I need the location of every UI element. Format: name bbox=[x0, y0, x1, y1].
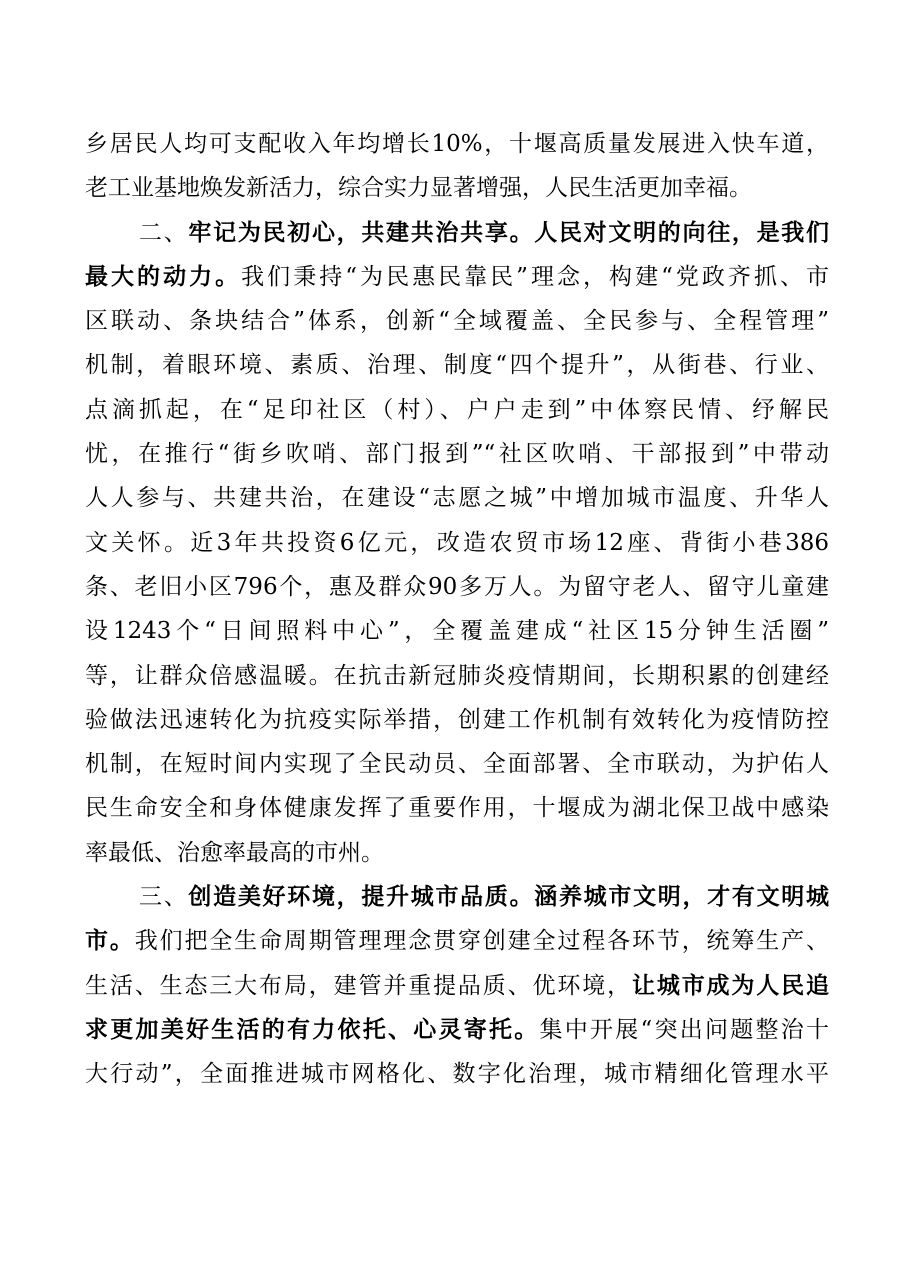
text-line: 生活、生态三大布局，建管并重提品质、优环境，让城市成为人民追 bbox=[85, 971, 829, 999]
section-heading-bold: 牢记为民初心，共建共治共享。人民对文明的向往，是我们 bbox=[188, 218, 829, 246]
text-line: 乡居民人均可支配收入年均增长10%，十堰高质量发展进入快车道， bbox=[85, 131, 829, 157]
text-line: 民生命安全和身体健康发挥了重要作用，十堰成为湖北保卫战中感染 bbox=[85, 795, 829, 822]
bold-phrase: 最大的动力。 bbox=[85, 262, 242, 290]
text-line: 机制，着眼环境、素质、治理、制度“四个提升”，从街巷、行业、 bbox=[85, 352, 829, 379]
text-line: 点滴抓起，在“足印社区（村）、户户走到”中体察民情、纾解民 bbox=[85, 396, 829, 423]
text-line: 市。我们把全生命周期管理理念贯穿创建全过程各环节，统筹生产、 bbox=[85, 927, 829, 955]
section-heading-line: 三、创造美好环境，提升城市品质。涵养城市文明，才有文明城 bbox=[139, 883, 829, 911]
bold-phrase: 让城市成为人民追 bbox=[631, 971, 829, 999]
text-line: 老工业基地焕发新活力，综合实力显著增强，人民生活更加幸福。 bbox=[85, 175, 752, 202]
text-line: 率最低、治愈率最高的市州。 bbox=[85, 839, 384, 866]
text-line: 最大的动力。我们秉持“为民惠民靠民”理念，构建“党政齐抓、市 bbox=[85, 262, 829, 290]
text-line: 文关怀。近3年共投资6亿元，改造农贸市场12座、背街小巷386 bbox=[85, 529, 829, 556]
bold-phrase: 求更加美好生活的有力依托、心灵寄托。 bbox=[85, 1015, 540, 1043]
text-line: 验做法迅速转化为抗疫实际举措，创建工作机制有效转化为疫情防控 bbox=[85, 706, 829, 733]
bold-phrase: 市。 bbox=[85, 927, 135, 955]
section-heading-line: 二、牢记为民初心，共建共治共享。人民对文明的向往，是我们 bbox=[139, 218, 829, 246]
text-line: 大行动”，全面推进城市网格化、数字化治理，城市精细化管理水平 bbox=[85, 1061, 829, 1088]
text-line: 等，让群众倍感温暖。在抗击新冠肺炎疫情期间，长期积累的创建经 bbox=[85, 662, 829, 689]
document-body bbox=[85, 122, 829, 1097]
text-line: 忧，在推行“街乡吹哨、部门报到”“社区吹哨、干部报到”中带动 bbox=[85, 441, 829, 468]
text-line: 条、老旧小区796个，惠及群众90多万人。为留守老人、留守儿童建 bbox=[85, 573, 829, 600]
text-line: 人人参与、共建共治，在建设“志愿之城”中增加城市温度、升华人 bbox=[85, 485, 829, 512]
text-line: 机制，在短时间内实现了全民动员、全面部署、全市联动，为护佑人 bbox=[85, 751, 829, 778]
section-heading-bold: 创造美好环境，提升城市品质。涵养城市文明，才有文明城 bbox=[188, 883, 829, 911]
text-line: 设1243个“日间照料中心”，全覆盖建成“社区15分钟生活圈” bbox=[85, 618, 829, 645]
text-line: 求更加美好生活的有力依托、心灵寄托。集中开展“突出问题整治十 bbox=[85, 1015, 829, 1043]
text-line: 区联动、条块结合”体系，创新“全域覆盖、全民参与、全程管理” bbox=[85, 308, 829, 335]
